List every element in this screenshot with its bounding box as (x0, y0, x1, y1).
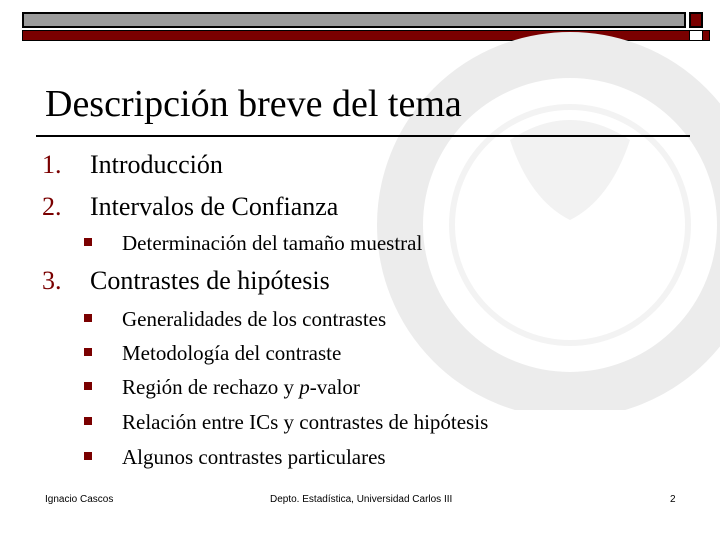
sub-item (84, 444, 386, 470)
sub-item-text-pre: Región de rechazo y (122, 375, 300, 399)
square-bullet-icon (84, 382, 92, 390)
footer-author: Ignacio Cascos (45, 494, 114, 505)
sub-item-text: Relación entre ICs y contrastes de hipótesis (122, 410, 489, 434)
sub-item-text-italic: p (299, 375, 310, 399)
sub-item (84, 340, 341, 366)
list-text: Contrastes de hipótesis (90, 266, 330, 295)
square-bullet-icon (84, 417, 92, 425)
footer-page-number: 2 (670, 494, 676, 505)
header-gray-bar (22, 12, 686, 28)
title-rule (36, 135, 690, 137)
list-item-intervalos (42, 192, 338, 222)
sub-item-text: Metodología del contraste (122, 341, 342, 365)
header-red-square (689, 12, 703, 28)
list-text: Intervalos de Confianza (90, 192, 339, 221)
sub-item (84, 374, 360, 400)
sub-item (84, 306, 386, 332)
square-bullet-icon (84, 348, 92, 356)
square-bullet-icon (84, 452, 92, 460)
list-item-introduccion (42, 150, 223, 180)
square-bullet-icon (84, 238, 92, 246)
footer-department: Depto. Estadística, Universidad Carlos III (270, 494, 453, 505)
sub-item-text: Algunos contrastes particulares (122, 445, 386, 469)
square-bullet-icon (84, 314, 92, 322)
list-number: 1. (42, 150, 62, 179)
list-number: 2. (42, 192, 62, 221)
list-item-contrastes (42, 266, 330, 296)
sub-item (84, 409, 488, 435)
list-text: Introducción (90, 150, 223, 179)
sub-item-text-post: -valor (309, 375, 360, 399)
sub-item-text: Determinación del tamaño muestral (122, 231, 423, 255)
slide-title: Descripción breve del tema (45, 83, 462, 125)
list-number: 3. (42, 266, 62, 295)
sub-item (84, 230, 422, 256)
sub-item-text: Generalidades de los contrastes (122, 307, 387, 331)
